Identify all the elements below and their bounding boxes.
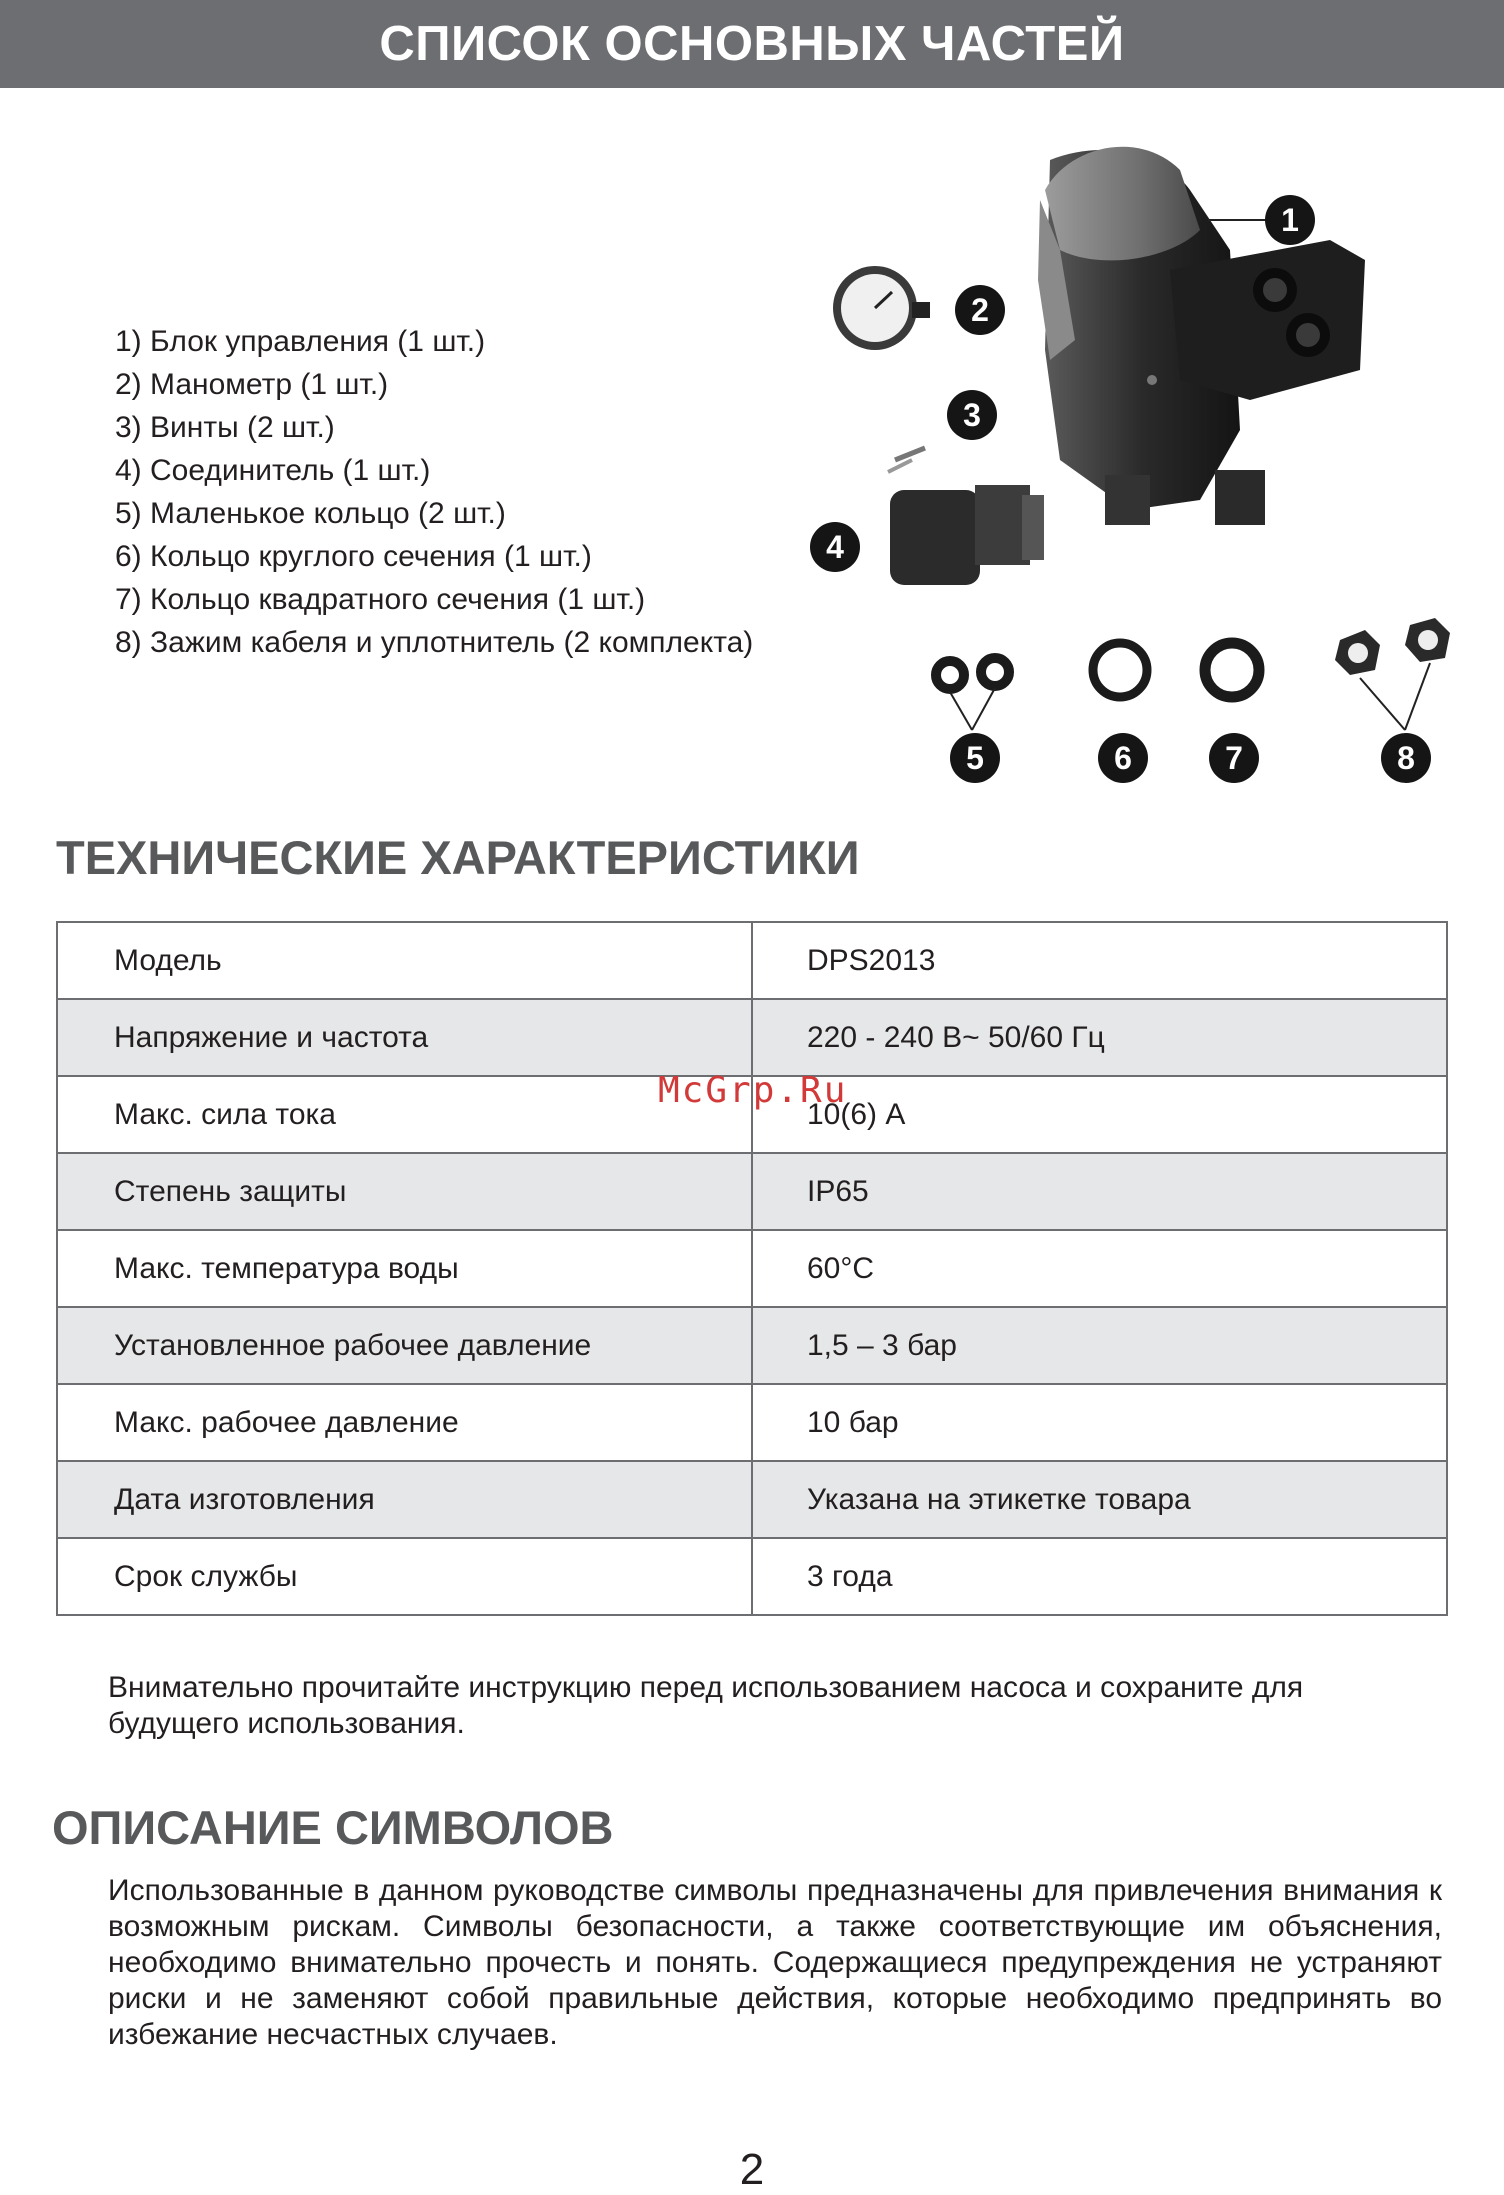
- spec-value: IP65: [752, 1153, 1447, 1230]
- page-number: 2: [739, 2145, 765, 2194]
- spec-value: 10 бар: [752, 1384, 1447, 1461]
- spec-value: 10(6) А: [752, 1076, 1447, 1153]
- svg-text:3: 3: [963, 397, 981, 433]
- callout-badge: [947, 390, 997, 440]
- list-item: 3) Винты (2 шт.): [115, 411, 335, 444]
- callout-badge: [1265, 195, 1315, 245]
- spec-key: Срок службы: [57, 1538, 752, 1615]
- screws-image: [888, 448, 925, 472]
- parts-list: [115, 320, 753, 664]
- callout-badge: [1098, 733, 1148, 783]
- svg-text:7: 7: [1225, 740, 1243, 776]
- table-row: [57, 1461, 1447, 1538]
- table-row: [57, 1538, 1447, 1615]
- table-row: [57, 922, 1447, 999]
- list-item: 5) Маленькое кольцо (2 шт.): [115, 497, 506, 530]
- parts-illustration: [800, 130, 1490, 800]
- cable-clamps-image: [1335, 618, 1450, 730]
- list-item: 4) Соединитель (1 шт.): [115, 454, 431, 487]
- table-row: [57, 1307, 1447, 1384]
- section-title-specs: ТЕХНИЧЕСКИЕ ХАРАКТЕРИСТИКИ: [56, 831, 860, 884]
- svg-text:5: 5: [966, 740, 984, 776]
- notice-text: Внимательно прочитайте инструкцию перед использованием насоса и сохраните для будущего использования.: [108, 1671, 1304, 1740]
- spec-key: Макс. сила тока: [57, 1076, 752, 1153]
- callout-badge: [1209, 733, 1259, 783]
- spec-key: Напряжение и частота: [57, 999, 752, 1076]
- table-row: [57, 1384, 1447, 1461]
- o-ring-image: [1093, 643, 1147, 697]
- svg-text:1: 1: [1281, 202, 1299, 238]
- pressure-gauge-image: [833, 266, 930, 350]
- spec-key: Макс. рабочее давление: [57, 1384, 752, 1461]
- spec-key: Макс. температура воды: [57, 1230, 752, 1307]
- spec-value: 1,5 – 3 бар: [752, 1307, 1447, 1384]
- spec-key: Установленное рабочее давление: [57, 1307, 752, 1384]
- list-item: 2) Манометр (1 шт.): [115, 368, 389, 401]
- section-title-symbols: ОПИСАНИЕ СИМВОЛОВ: [52, 1801, 614, 1854]
- small-rings-image: [936, 658, 1009, 730]
- watermark: McGrp.Ru: [658, 1070, 848, 1111]
- spec-key: Дата изготовления: [57, 1461, 752, 1538]
- section-header: [0, 0, 1504, 88]
- callout-badge: [810, 522, 860, 572]
- list-item: 8) Зажим кабеля и уплотнитель (2 комплекта): [115, 626, 754, 659]
- connector-image: [890, 485, 1044, 585]
- callout-badge: [1381, 733, 1431, 783]
- table-row: [57, 1153, 1447, 1230]
- svg-text:6: 6: [1114, 740, 1132, 776]
- spec-value: 220 - 240 В~ 50/60 Гц: [752, 999, 1447, 1076]
- svg-text:8: 8: [1397, 740, 1415, 776]
- spec-value: 3 года: [752, 1538, 1447, 1615]
- spec-key: Степень защиты: [57, 1153, 752, 1230]
- svg-text:4: 4: [826, 529, 844, 565]
- spec-value: DPS2013: [752, 922, 1447, 999]
- specs-table: [56, 921, 1448, 1616]
- svg-text:2: 2: [971, 292, 989, 328]
- callout-badge: [955, 285, 1005, 335]
- control-unit-image: [1038, 147, 1365, 525]
- table-row: [57, 1230, 1447, 1307]
- symbols-description: Использованные в данном руководстве символы предназначены для привлечения внимания к возможным рискам. Символы безопасности, а также соответствующие им объяснения, необходимо внимательно прочесть и понять. Содержащиеся предупреждения не устраняют риски и не заменяют собой правильные действия, которые необходимо предпринять во избежание несчастных случаев.: [108, 1874, 1442, 2051]
- list-item: 6) Кольцо круглого сечения (1 шт.): [115, 540, 592, 573]
- spec-value: 60°C: [752, 1230, 1447, 1307]
- callout-badge: [950, 733, 1000, 783]
- spec-value: Указана на этикетке товара: [752, 1461, 1447, 1538]
- square-ring-image: [1205, 643, 1259, 697]
- spec-key: Модель: [57, 922, 752, 999]
- list-item: 7) Кольцо квадратного сечения (1 шт.): [115, 583, 646, 616]
- section-title-parts: СПИСОК ОСНОВНЫХ ЧАСТЕЙ: [379, 17, 1125, 71]
- list-item: 1) Блок управления (1 шт.): [115, 325, 486, 358]
- table-row: [57, 999, 1447, 1076]
